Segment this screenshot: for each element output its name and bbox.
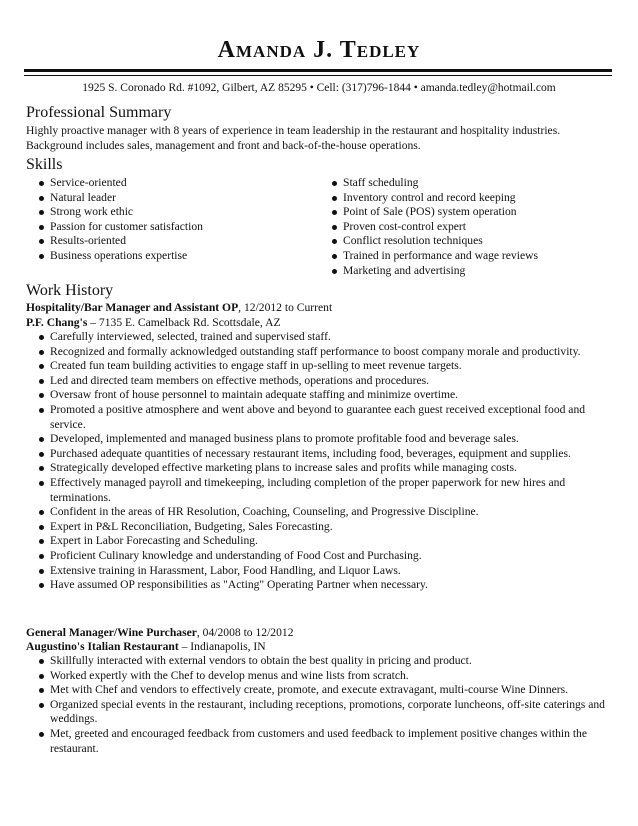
list-item: Led and directed team members on effective methods, operations and procedures. <box>36 374 614 389</box>
list-item: Carefully interviewed, selected, trained and supervised staff. <box>36 330 614 345</box>
job-1-employer-line <box>26 316 281 331</box>
list-item: Business operations expertise <box>36 249 316 264</box>
list-item: Strategically developed effective marketing plans to increase sales and profits while managing costs. <box>36 461 614 476</box>
job-1-employer: P.F. Chang's <box>26 316 88 329</box>
job-2-title: General Manager/Wine Purchaser <box>26 626 197 639</box>
job-1-duties <box>36 330 614 593</box>
list-item: Proven cost-control expert <box>329 220 619 235</box>
list-item: Confident in the areas of HR Resolution, Coaching, Counseling, and Progressive Discipline. <box>36 505 614 520</box>
list-item: Proficient Culinary knowledge and understanding of Food Cost and Purchasing. <box>36 549 614 564</box>
summary-heading: Professional Summary <box>26 104 172 121</box>
list-item: Created fun team building activities to engage staff in up-selling to meet revenue targets. <box>36 359 614 374</box>
skills-list-right <box>329 176 619 278</box>
list-item: Expert in P&L Reconciliation, Budgeting, Sales Forecasting. <box>36 520 614 535</box>
list-item: Effectively managed payroll and timekeeping, including completion of the proper paperwork for new hires and terminations. <box>36 476 614 505</box>
header-rule-thin <box>24 75 612 76</box>
job-1-title-line <box>26 301 332 316</box>
job-1-location: – 7135 E. Camelback Rd. Scottsdale, AZ <box>87 316 281 329</box>
list-item: Service-oriented <box>36 176 316 191</box>
skills-heading: Skills <box>26 156 63 173</box>
list-item: Passion for customer satisfaction <box>36 220 316 235</box>
job-2-employer-line <box>26 640 266 655</box>
list-item: Staff scheduling <box>329 176 619 191</box>
list-item: Trained in performance and wage reviews <box>329 249 619 264</box>
list-item: Expert in Labor Forecasting and Scheduling. <box>36 534 614 549</box>
list-item: Conflict resolution techniques <box>329 234 619 249</box>
list-item: Strong work ethic <box>36 205 316 220</box>
list-item: Met with Chef and vendors to effectively create, promote, and execute extravagant, multi-course Wine Dinners. <box>36 683 614 698</box>
list-item: Developed, implemented and managed business plans to promote profitable food and beverage sales. <box>36 432 614 447</box>
summary-text <box>26 124 616 153</box>
list-item: Results-oriented <box>36 234 316 249</box>
summary-line-1: Highly proactive manager with 8 years of experience in team leadership in the restaurant and hospitality industries. <box>26 124 561 137</box>
list-item: Point of Sale (POS) system operation <box>329 205 619 220</box>
candidate-name: Amanda J. Tedley <box>217 37 421 63</box>
list-item: Inventory control and record keeping <box>329 191 619 206</box>
list-item: Have assumed OP responsibilities as "Acting" Operating Partner when necessary. <box>36 578 614 593</box>
job-2-employer: Augustino's Italian Restaurant <box>26 640 179 653</box>
summary-line-2: Background includes sales, management and front and back-of-the-house operations. <box>26 138 421 152</box>
list-item: Organized special events in the restaurant, including receptions, promotions, corporate luncheons, off-site caterings and weddings. <box>36 698 614 727</box>
list-item: Skillfully interacted with external vendors to obtain the best quality in pricing and product. <box>36 654 614 669</box>
job-2-location: – Indianapolis, IN <box>178 640 266 653</box>
job-1-title: Hospitality/Bar Manager and Assistant OP <box>26 301 239 314</box>
job-1-dates: , 12/2012 to Current <box>238 301 333 314</box>
list-item: Worked expertly with the Chef to develop menus and wine lists from scratch. <box>36 669 614 684</box>
work-history-heading: Work History <box>26 282 114 299</box>
list-item: Promoted a positive atmosphere and went above and beyond to guarantee each guest received exceptional food and service. <box>36 403 614 432</box>
list-item: Oversaw front of house personnel to maintain adequate staffing and minimize overtime. <box>36 388 614 403</box>
list-item: Met, greeted and encouraged feedback from customers and used feedback to implement positive changes within the restaurant. <box>36 727 614 756</box>
job-2-duties <box>36 654 614 756</box>
list-item: Extensive training in Harassment, Labor, Food Handling, and Liquor Laws. <box>36 564 614 579</box>
job-2-dates: , 04/2008 to 12/2012 <box>196 626 294 639</box>
list-item: Recognized and formally acknowledged outstanding staff performance to boost company morale and productivity. <box>36 345 614 360</box>
list-item: Purchased adequate quantities of necessary restaurant items, including food, beverages, equipment and supplies. <box>36 447 614 462</box>
job-2-title-line <box>26 626 294 641</box>
contact-line: 1925 S. Coronado Rd. #1092, Gilbert, AZ 85295 • Cell: (317)796-1844 • amanda.tedley@hotmail.com <box>82 82 556 94</box>
list-item: Marketing and advertising <box>329 264 619 279</box>
header-rule-thick <box>24 69 612 72</box>
list-item: Natural leader <box>36 191 316 206</box>
skills-list-left <box>36 176 316 264</box>
